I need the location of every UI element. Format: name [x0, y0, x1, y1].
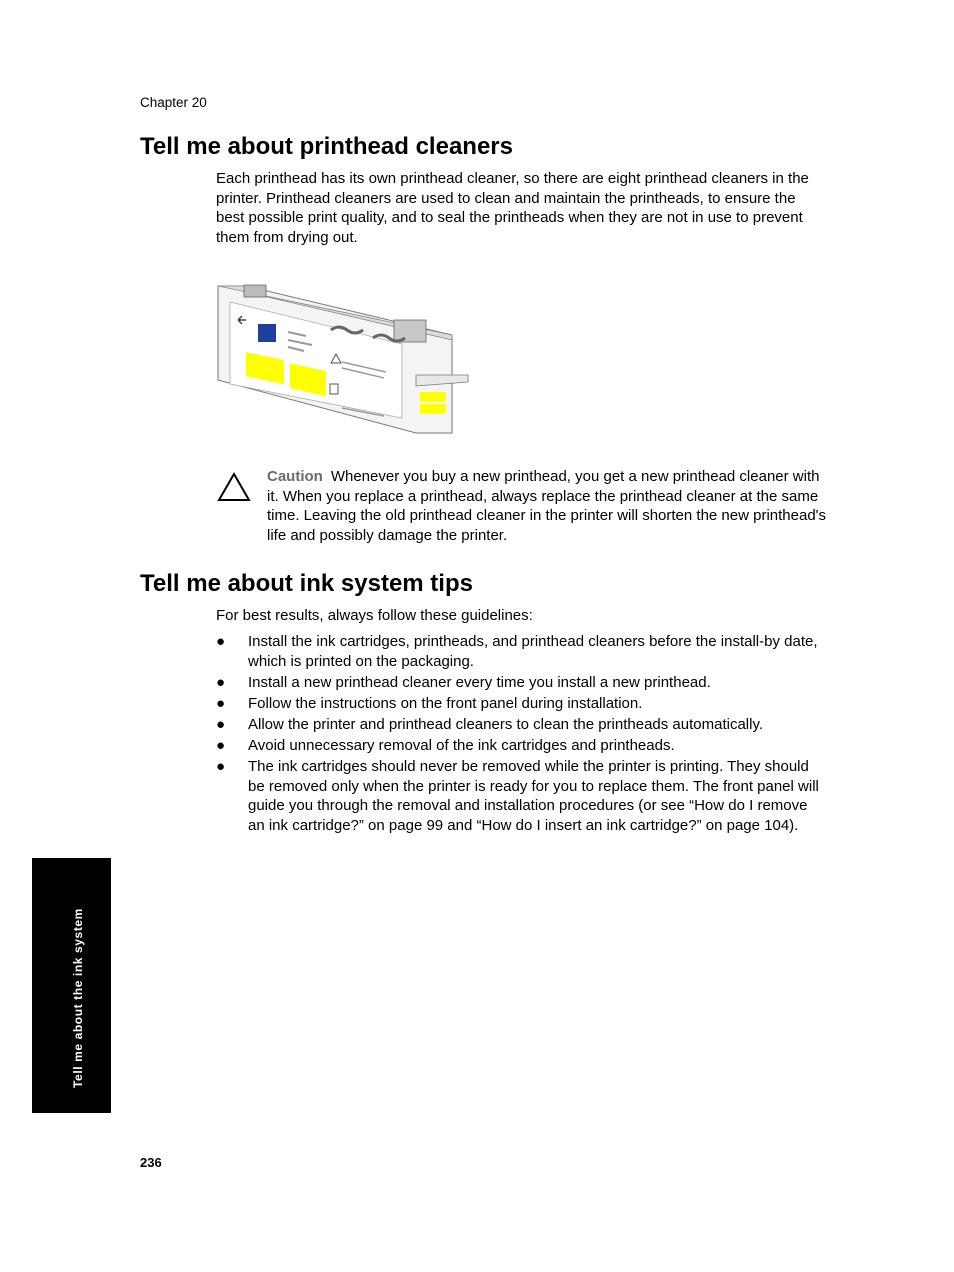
list-item	[216, 757, 826, 835]
bullet-icon: ●	[216, 715, 226, 733]
list-item-text: Install a new printhead cleaner every time you install a new printhead.	[248, 673, 711, 691]
list-item	[216, 715, 826, 735]
side-tab-label: Tell me about the ink system	[71, 908, 85, 1088]
bullet-icon: ●	[216, 633, 226, 650]
bullet-icon: ●	[216, 673, 226, 691]
section-title-ink-system-tips: Tell me about ink system tips	[140, 570, 473, 597]
caution-label: Caution	[267, 468, 323, 485]
list-item-text: Install the ink cartridges, printheads, and printhead cleaners before the install-by date, which is printed on the packaging.	[248, 633, 818, 670]
page-number: 236	[140, 1155, 162, 1170]
bullet-icon: ●	[216, 694, 226, 712]
list-item	[216, 694, 826, 714]
warning-triangle-icon	[217, 472, 251, 502]
list-item-text: Allow the printer and printhead cleaners to clean the printheads automatically.	[248, 715, 764, 733]
bullet-icon: ●	[216, 736, 226, 754]
chapter-label: Chapter 20	[140, 95, 207, 110]
list-item	[216, 673, 826, 693]
printhead-cleaners-paragraph: Each printhead has its own printhead cleaner, so there are eight printhead cleaners in the printer. Printhead cleaners are used to clean and maintain the printheads, to ensure the best possible print quality, and to seal the printheads when they are not in use to prevent them from drying out.	[216, 170, 809, 246]
chapter-side-tab	[32, 858, 111, 1113]
list-item-text: The ink cartridges should never be removed while the printer is printing. They should be removed only when the printer is ready for you to replace them. The front panel will guide you through the removal and installation procedures (or see “How do I remove an ink cartridge?” on page 99 and “How do I insert an ink cartridge?” on page 104).	[248, 758, 819, 834]
list-item-text: Follow the instructions on the front panel during installation.	[248, 694, 643, 712]
list-item	[216, 736, 826, 756]
list-item	[216, 632, 826, 671]
bullet-icon: ●	[216, 758, 226, 776]
caution-note	[267, 467, 827, 545]
printhead-cleaner-illustration	[216, 280, 472, 440]
list-item-text: Avoid unnecessary removal of the ink cartridges and printheads.	[248, 736, 675, 754]
section-title-printhead-cleaners: Tell me about printhead cleaners	[140, 133, 513, 160]
caution-text: Whenever you buy a new printhead, you get a new printhead cleaner with it. When you replace a printhead, always replace the printhead cleaner at the same time. Leaving the old printhead cleaner in the printer will shorten the new printhead's life and possibly damage the printer.	[267, 468, 827, 544]
guidelines-intro: For best results, always follow these guidelines:	[216, 607, 533, 624]
guidelines-list	[216, 632, 826, 837]
